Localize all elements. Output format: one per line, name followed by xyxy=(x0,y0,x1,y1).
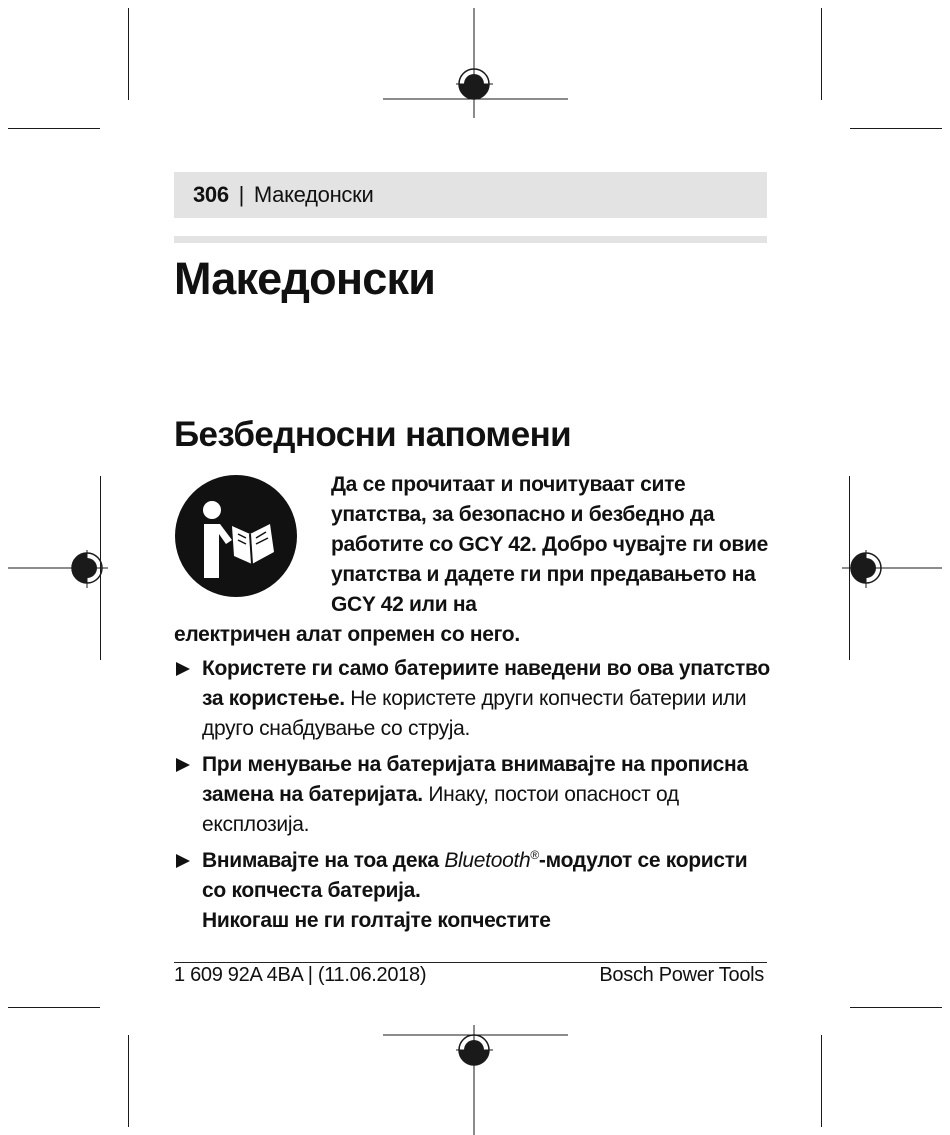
bullet-bold-text: Внимавајте на тоа дека xyxy=(202,849,445,872)
registered-mark: ® xyxy=(530,848,539,862)
header-separator: | xyxy=(238,182,245,207)
bullet-normal-text: Не користете други копчести батерии или друго снабдување со струја. xyxy=(202,687,747,740)
registration-mark-left xyxy=(8,540,108,600)
list-item xyxy=(174,846,774,936)
bullet-bold-text: -модулот се користи со копчеста батерија. xyxy=(202,849,748,902)
bullet-triangle-icon xyxy=(176,758,190,772)
list-item xyxy=(174,750,774,840)
footer-brand: Bosch Power Tools xyxy=(599,964,764,986)
intro-text: Да се прочитаат и почитуваат сите упатства, за безопасно и безбедно да работите со GCY 42. Добро чувајте ги овие упатства и дадете ги при предавањето на GCY 42 или на xyxy=(331,473,768,616)
bullet-bold-text: При менување на батеријата внимавајте на прописна замена на батеријата. xyxy=(202,753,748,806)
page-header xyxy=(174,172,767,218)
intro-text-continued: електричен алат опремен со него. xyxy=(174,623,520,646)
list-item xyxy=(174,654,774,744)
bullet-triangle-icon xyxy=(176,662,190,676)
bullet-triangle-icon xyxy=(176,854,190,868)
read-manual-icon xyxy=(174,474,298,598)
header-divider xyxy=(174,236,767,243)
bullet-bold-text: Користете ги само батериите наведени во ова упатство за користење. xyxy=(202,657,770,710)
section-title: Безбедносни напомени xyxy=(174,415,572,454)
bullet-normal-text: Инаку, постои опасност од експлозија. xyxy=(202,783,679,836)
page-number: 306 xyxy=(193,182,229,207)
footer-doc-id: 1 609 92A 4BA | (11.06.2018) xyxy=(174,964,427,986)
registration-mark-right xyxy=(842,540,942,600)
footer-rule xyxy=(174,962,767,963)
safety-list xyxy=(174,654,774,942)
bullet-bold-text-line2: Никогаш не ги голтајте копчестите xyxy=(202,909,551,932)
bluetooth-text: Bluetooth xyxy=(444,849,531,872)
page-title: Македонски xyxy=(174,253,436,304)
header-language: Македонски xyxy=(253,182,374,207)
registration-mark-top xyxy=(383,8,568,128)
registration-mark-bottom xyxy=(383,1015,568,1135)
